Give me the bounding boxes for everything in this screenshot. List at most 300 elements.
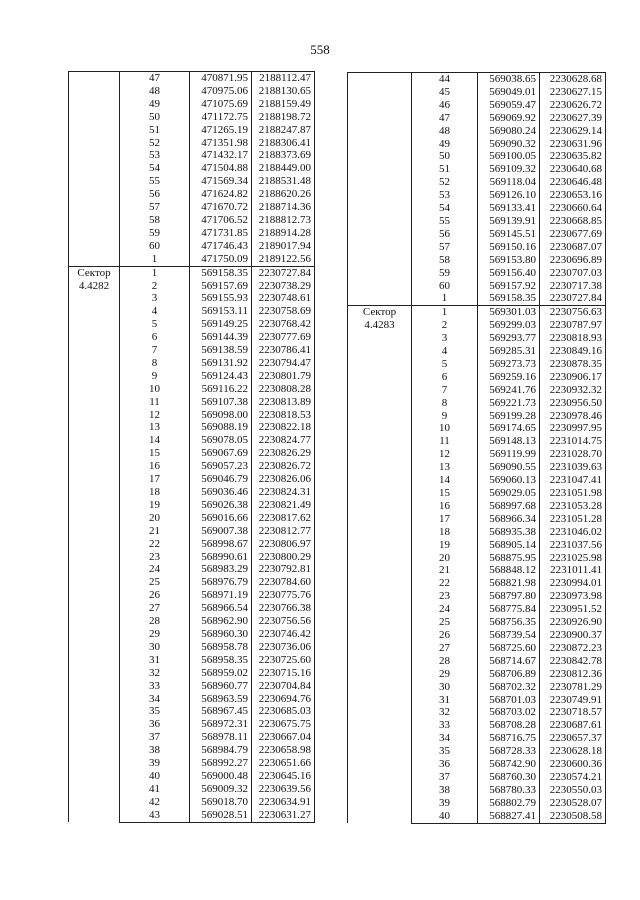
coord-x: 471265.19: [190, 124, 252, 137]
page-number: 558: [310, 42, 330, 57]
point-number: 51: [412, 163, 478, 176]
point-number: 24: [120, 563, 190, 576]
coord-y: 2230786.41: [252, 344, 315, 357]
point-number: 1: [412, 292, 478, 305]
coord-x: 568701.03: [478, 694, 540, 707]
point-number: 32: [120, 667, 190, 680]
point-number: 1: [412, 306, 478, 319]
point-number: 33: [412, 719, 478, 732]
coord-x: 568997.68: [478, 500, 540, 513]
point-number: 27: [120, 602, 190, 615]
point-number: 4: [412, 345, 478, 358]
coord-y: 2230675.75: [252, 718, 315, 731]
point-number: 13: [412, 461, 478, 474]
point-number: 19: [412, 539, 478, 552]
coord-x: 569059.47: [478, 99, 540, 112]
point-number: 43: [120, 809, 190, 822]
point-number: 7: [412, 384, 478, 397]
point-number: 56: [120, 188, 190, 201]
coord-x: 569100.05: [478, 150, 540, 163]
coord-y: 2230627.15: [540, 86, 606, 99]
coord-y: 2231051.98: [540, 487, 606, 500]
coord-y: 2230872.23: [540, 642, 606, 655]
coord-y: 2230756.63: [540, 306, 606, 319]
coord-x: 470871.95: [190, 72, 252, 85]
coord-x: 569069.92: [478, 112, 540, 125]
coord-x: 569221.73: [478, 397, 540, 410]
coord-y: 2230812.36: [540, 668, 606, 681]
coord-x: 569156.40: [478, 267, 540, 280]
coord-y: 2230651.66: [252, 757, 315, 770]
coord-x: 569026.38: [190, 499, 252, 512]
point-number: 40: [412, 810, 478, 823]
coord-x: 568875.95: [478, 552, 540, 565]
coord-x: 569301.03: [478, 306, 540, 319]
coord-x: 568760.30: [478, 771, 540, 784]
coord-x: 569049.01: [478, 86, 540, 99]
coord-y: 2230668.85: [540, 215, 606, 228]
coord-x: 569036.46: [190, 486, 252, 499]
coord-x: 569098.00: [190, 409, 252, 422]
table-row: [348, 306, 606, 319]
coord-y: 2230746.42: [252, 628, 315, 641]
coord-y: 2230801.79: [252, 370, 315, 383]
coord-x: 568797.80: [478, 590, 540, 603]
coord-x: 471670.72: [190, 201, 252, 214]
point-number: 21: [412, 564, 478, 577]
coord-x: 569153.11: [190, 305, 252, 318]
point-number: 37: [120, 731, 190, 744]
coord-y: 2230775.76: [252, 589, 315, 602]
coord-x: 569241.76: [478, 384, 540, 397]
coord-x: 569028.51: [190, 809, 252, 822]
coord-y: 2230694.76: [252, 693, 315, 706]
point-number: 20: [120, 512, 190, 525]
point-number: 47: [412, 112, 478, 125]
point-number: 34: [120, 693, 190, 706]
coord-y: 2230639.56: [252, 783, 315, 796]
point-number: 29: [412, 668, 478, 681]
coord-y: 2230727.84: [252, 266, 315, 279]
coord-x: 568802.79: [478, 797, 540, 810]
coord-x: 569029.05: [478, 487, 540, 500]
point-number: 5: [120, 318, 190, 331]
point-number: 50: [412, 150, 478, 163]
coord-x: 569133.41: [478, 202, 540, 215]
point-number: 27: [412, 642, 478, 655]
coord-y: 2230808.28: [252, 383, 315, 396]
coord-y: 2230736.06: [252, 641, 315, 654]
point-number: 28: [412, 655, 478, 668]
coord-x: 568966.34: [478, 513, 540, 526]
point-number: 16: [412, 500, 478, 513]
coord-y: 2230653.16: [540, 189, 606, 202]
coord-x: 569139.91: [478, 215, 540, 228]
coord-x: 569118.04: [478, 176, 540, 189]
point-number: 52: [120, 137, 190, 150]
coord-y: 2188714.36: [252, 201, 315, 214]
point-number: 21: [120, 525, 190, 538]
point-number: 57: [412, 241, 478, 254]
coord-y: 2231025.98: [540, 552, 606, 565]
point-number: 39: [412, 797, 478, 810]
coord-y: 2230818.93: [540, 332, 606, 345]
coord-y: 2230973.98: [540, 590, 606, 603]
coord-y: 2230677.69: [540, 228, 606, 241]
coord-x: 568935.38: [478, 526, 540, 539]
point-number: 36: [120, 718, 190, 731]
coord-y: 2230932.32: [540, 384, 606, 397]
coord-y: 2230817.62: [252, 512, 315, 525]
point-number: 53: [412, 189, 478, 202]
sector-label: [69, 72, 120, 267]
sector-label: [348, 73, 412, 306]
coord-x: 569009.32: [190, 783, 252, 796]
coord-y: 2230826.29: [252, 447, 315, 460]
coord-x: 569144.39: [190, 331, 252, 344]
point-number: 13: [120, 421, 190, 434]
coord-x: 568728.33: [478, 745, 540, 758]
coord-y: 2188373.69: [252, 149, 315, 162]
coord-x: 471746.43: [190, 240, 252, 253]
point-number: 9: [412, 410, 478, 423]
coord-y: 2230660.64: [540, 202, 606, 215]
point-number: 35: [120, 705, 190, 718]
coord-y: 2188531.48: [252, 175, 315, 188]
point-number: 38: [412, 784, 478, 797]
coord-x: 568978.11: [190, 731, 252, 744]
coord-y: 2231014.75: [540, 435, 606, 448]
coord-y: 2230826.72: [252, 460, 315, 473]
coord-y: 2230667.04: [252, 731, 315, 744]
coord-y: 2230813.89: [252, 396, 315, 409]
coord-x: 569016.66: [190, 512, 252, 525]
point-number: 26: [120, 589, 190, 602]
coord-x: 471172.75: [190, 111, 252, 124]
coord-y: 2230727.84: [540, 292, 606, 305]
point-number: 33: [120, 680, 190, 693]
coord-y: 2231037.56: [540, 539, 606, 552]
coord-y: 2230842.78: [540, 655, 606, 668]
point-number: 29: [120, 628, 190, 641]
point-number: 46: [412, 99, 478, 112]
coord-x: 569273.73: [478, 358, 540, 371]
point-number: 12: [120, 409, 190, 422]
coord-y: 2230600.36: [540, 758, 606, 771]
coord-x: 569259.16: [478, 371, 540, 384]
coord-x: 569109.32: [478, 163, 540, 176]
coord-x: 568775.84: [478, 603, 540, 616]
coord-x: 471750.09: [190, 253, 252, 266]
coord-y: 2230628.68: [540, 73, 606, 86]
coord-x: 569090.32: [478, 138, 540, 151]
coord-x: 569157.69: [190, 280, 252, 293]
point-number: 51: [120, 124, 190, 137]
point-number: 10: [120, 383, 190, 396]
coord-y: 2230951.52: [540, 603, 606, 616]
point-number: 57: [120, 201, 190, 214]
coord-y: 2230634.91: [252, 796, 315, 809]
coord-x: 568971.19: [190, 589, 252, 602]
point-number: 32: [412, 706, 478, 719]
coord-y: 2230766.38: [252, 602, 315, 615]
coord-x: 471075.69: [190, 98, 252, 111]
coord-y: 2188306.41: [252, 137, 315, 150]
point-number: 48: [120, 85, 190, 98]
coord-y: 2230794.47: [252, 357, 315, 370]
coord-y: 2230768.42: [252, 318, 315, 331]
coord-x: 568827.41: [478, 810, 540, 823]
point-number: 14: [120, 434, 190, 447]
coord-y: 2230550.03: [540, 784, 606, 797]
coord-x: 569199.28: [478, 410, 540, 423]
coord-y: 2230806.97: [252, 538, 315, 551]
coord-x: 569155.93: [190, 292, 252, 305]
point-number: 54: [120, 162, 190, 175]
coord-x: 569116.22: [190, 383, 252, 396]
point-number: 36: [412, 758, 478, 771]
coord-y: 2230718.57: [540, 706, 606, 719]
coord-x: 569088.19: [190, 421, 252, 434]
coord-y: 2230849.16: [540, 345, 606, 358]
point-number: 48: [412, 125, 478, 138]
coord-x: 471624.82: [190, 188, 252, 201]
coord-y: 2230687.07: [540, 241, 606, 254]
coord-x: 569057.23: [190, 460, 252, 473]
coord-x: 568983.29: [190, 563, 252, 576]
point-number: 19: [120, 499, 190, 512]
coord-x: 568702.32: [478, 681, 540, 694]
point-number: 18: [120, 486, 190, 499]
coord-x: 568742.90: [478, 758, 540, 771]
coord-y: 2230900.37: [540, 629, 606, 642]
point-number: 17: [120, 473, 190, 486]
coord-y: 2230997.95: [540, 422, 606, 435]
coord-y: 2230574.21: [540, 771, 606, 784]
coord-x: 471432.17: [190, 149, 252, 162]
coord-y: 2230738.29: [252, 280, 315, 293]
point-number: 8: [120, 357, 190, 370]
coord-y: 2230749.91: [540, 694, 606, 707]
coord-x: 569149.25: [190, 318, 252, 331]
point-number: 6: [120, 331, 190, 344]
coord-x: 568962.90: [190, 615, 252, 628]
point-number: 54: [412, 202, 478, 215]
coord-y: 2230978.46: [540, 410, 606, 423]
coord-y: 2231053.28: [540, 500, 606, 513]
point-number: 49: [412, 138, 478, 151]
coord-x: 471504.88: [190, 162, 252, 175]
coord-y: 2230715.16: [252, 667, 315, 680]
coord-y: 2230926.90: [540, 616, 606, 629]
coord-x: 569145.51: [478, 228, 540, 241]
coord-x: 471569.34: [190, 175, 252, 188]
point-number: 18: [412, 526, 478, 539]
coord-x: 470975.06: [190, 85, 252, 98]
coord-y: 2188112.47: [252, 72, 315, 85]
point-number: 2: [412, 319, 478, 332]
point-number: 9: [120, 370, 190, 383]
coord-y: 2231047.41: [540, 474, 606, 487]
coord-x: 568972.31: [190, 718, 252, 731]
coord-x: 568963.59: [190, 693, 252, 706]
coord-y: 2230696.89: [540, 254, 606, 267]
point-number: 15: [412, 487, 478, 500]
point-number: 22: [412, 577, 478, 590]
coord-y: 2230756.56: [252, 615, 315, 628]
point-number: 16: [120, 460, 190, 473]
coord-x: 568960.77: [190, 680, 252, 693]
coord-y: 2230631.96: [540, 138, 606, 151]
point-number: 12: [412, 448, 478, 461]
coord-x: 568960.30: [190, 628, 252, 641]
point-number: 44: [412, 73, 478, 86]
point-number: 20: [412, 552, 478, 565]
point-number: 10: [412, 422, 478, 435]
point-number: 40: [120, 770, 190, 783]
coord-y: 2230725.60: [252, 654, 315, 667]
coord-x: 569119.99: [478, 448, 540, 461]
table-row: [69, 72, 315, 85]
coord-y: 2230878.35: [540, 358, 606, 371]
coord-x: 568821.98: [478, 577, 540, 590]
point-number: 58: [412, 254, 478, 267]
coord-y: 2230758.69: [252, 305, 315, 318]
coord-x: 569007.38: [190, 525, 252, 538]
coord-x: 569174.65: [478, 422, 540, 435]
table-row: [348, 73, 606, 86]
point-number: 25: [412, 616, 478, 629]
coord-y: 2188198.72: [252, 111, 315, 124]
coord-x: 569299.03: [478, 319, 540, 332]
coord-y: 2230784.60: [252, 576, 315, 589]
coord-x: 569078.05: [190, 434, 252, 447]
coord-x: 568706.89: [478, 668, 540, 681]
point-number: 5: [412, 358, 478, 371]
coord-y: 2230629.14: [540, 125, 606, 138]
coord-y: 2230824.77: [252, 434, 315, 447]
coord-x: 568703.02: [478, 706, 540, 719]
point-number: 45: [412, 86, 478, 99]
coord-y: 2230824.31: [252, 486, 315, 499]
point-number: 6: [412, 371, 478, 384]
coord-y: 2230994.01: [540, 577, 606, 590]
point-number: 56: [412, 228, 478, 241]
point-number: 15: [120, 447, 190, 460]
coord-x: 568714.67: [478, 655, 540, 668]
coord-y: 2230657.37: [540, 732, 606, 745]
coord-x: 568966.54: [190, 602, 252, 615]
point-number: 55: [120, 175, 190, 188]
point-number: 31: [412, 694, 478, 707]
coordinates-table-left: [68, 71, 315, 823]
sector-label: Сектор 4.4282: [69, 266, 120, 822]
coord-x: 568984.79: [190, 744, 252, 757]
coord-x: 569285.31: [478, 345, 540, 358]
coord-y: 2230631.27: [252, 809, 315, 822]
coord-y: 2230826.06: [252, 473, 315, 486]
coord-x: 569157.92: [478, 280, 540, 293]
table-row: [69, 266, 315, 279]
coord-x: 568958.78: [190, 641, 252, 654]
point-number: 8: [412, 397, 478, 410]
coord-y: 2230704.84: [252, 680, 315, 693]
coord-y: 2230528.07: [540, 797, 606, 810]
coord-x: 569153.80: [478, 254, 540, 267]
point-number: 47: [120, 72, 190, 85]
coord-y: 2230781.29: [540, 681, 606, 694]
point-number: 4: [120, 305, 190, 318]
coord-y: 2230646.48: [540, 176, 606, 189]
point-number: 42: [120, 796, 190, 809]
coord-y: 2188812.73: [252, 214, 315, 227]
point-number: 11: [412, 435, 478, 448]
coord-y: 2188914.28: [252, 227, 315, 240]
coord-x: 569038.65: [478, 73, 540, 86]
coord-y: 2230645.16: [252, 770, 315, 783]
coord-x: 568990.61: [190, 551, 252, 564]
coord-y: 2188130.65: [252, 85, 315, 98]
coord-y: 2230707.03: [540, 267, 606, 280]
point-number: 41: [120, 783, 190, 796]
point-number: 2: [120, 280, 190, 293]
point-number: 52: [412, 176, 478, 189]
coord-x: 568905.14: [478, 539, 540, 552]
point-number: 55: [412, 215, 478, 228]
coord-x: 568756.35: [478, 616, 540, 629]
point-number: 11: [120, 396, 190, 409]
coord-y: 2230658.98: [252, 744, 315, 757]
coord-x: 568725.60: [478, 642, 540, 655]
coord-y: 2230685.03: [252, 705, 315, 718]
coordinates-table-right: [347, 72, 606, 824]
coord-y: 2230748.61: [252, 292, 315, 305]
point-number: 53: [120, 149, 190, 162]
coord-y: 2231028.70: [540, 448, 606, 461]
coord-x: 569060.13: [478, 474, 540, 487]
coord-x: 569046.79: [190, 473, 252, 486]
coord-y: 2230717.38: [540, 280, 606, 293]
coord-x: 569107.38: [190, 396, 252, 409]
point-number: 59: [120, 227, 190, 240]
coord-y: 2189017.94: [252, 240, 315, 253]
coord-x: 471706.52: [190, 214, 252, 227]
coord-x: 569131.92: [190, 357, 252, 370]
coord-y: 2188620.26: [252, 188, 315, 201]
coord-y: 2230626.72: [540, 99, 606, 112]
coord-y: 2188159.49: [252, 98, 315, 111]
coord-x: 569018.70: [190, 796, 252, 809]
coord-y: 2188449.00: [252, 162, 315, 175]
coord-x: 568958.35: [190, 654, 252, 667]
coord-x: 569148.13: [478, 435, 540, 448]
coord-y: 2231039.63: [540, 461, 606, 474]
coord-y: 2230821.49: [252, 499, 315, 512]
coord-x: 568708.28: [478, 719, 540, 732]
point-number: 17: [412, 513, 478, 526]
coord-y: 2230787.97: [540, 319, 606, 332]
coord-x: 569080.24: [478, 125, 540, 138]
point-number: 3: [120, 292, 190, 305]
point-number: 23: [120, 551, 190, 564]
point-number: 38: [120, 744, 190, 757]
coord-x: 569067.69: [190, 447, 252, 460]
point-number: 25: [120, 576, 190, 589]
coord-x: 569150.16: [478, 241, 540, 254]
point-number: 7: [120, 344, 190, 357]
coord-y: 2230800.29: [252, 551, 315, 564]
point-number: 3: [412, 332, 478, 345]
